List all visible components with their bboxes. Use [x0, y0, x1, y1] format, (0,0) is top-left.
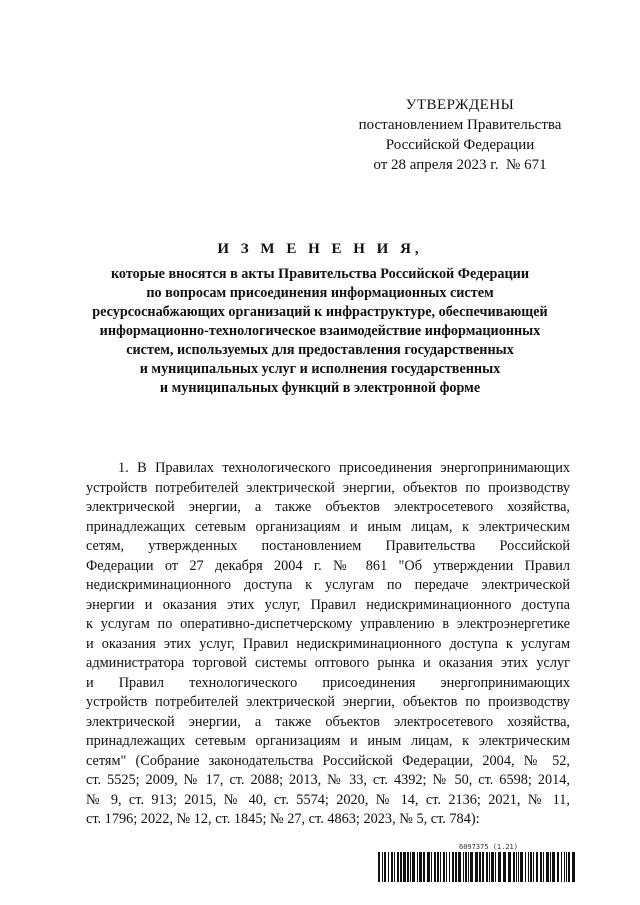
body-line: и оказания этих услуг, Правил недискриминационного доступа к услугам — [86, 635, 570, 652]
body-line: Федерации от 27 декабря 2004 г. № 861 "Об утверждении Правил — [86, 557, 570, 574]
body-line: и Правил технологического присоединения энергопринимающих — [86, 674, 570, 691]
body-line: энергии и оказания этих услуг, Правил недискриминационного доступа — [86, 596, 570, 613]
body-line: электрической энергии, а также объектов электросетевого хозяйства, — [86, 499, 570, 515]
heading-line: информационно-технологическое взаимодействие информационных — [99, 323, 541, 339]
body-line: устройств потребителей электрической энергии, объектов по производству — [86, 694, 570, 710]
approval-line-3: Российской Федерации — [385, 137, 535, 153]
document-barcode-block — [378, 843, 576, 882]
heading-line: систем, используемых для предоставления государственных — [126, 342, 514, 358]
heading-line: ресурсоснабжающих организаций к инфраструктуре, обеспечивающей — [92, 304, 548, 320]
body-line: 1. В Правилах технологического присоединения энергопринимающих — [118, 460, 570, 476]
approval-title: УТВЕРЖДЕНЫ — [405, 97, 515, 113]
body-line: администратора торговой системы оптового рынка и оказания этих услуг — [86, 655, 570, 671]
document-body-paragraph — [86, 459, 570, 830]
heading-line: которые вносятся в акты Правительства Российской Федерации — [110, 266, 530, 282]
body-line: № 9, ст. 913; 2015, № 40, ст. 5574; 2020, № 14, ст. 2136; 2021, № 11, — [86, 791, 570, 808]
approval-line-2: постановлением Правительства — [358, 117, 562, 133]
body-line: ст. 5525; 2009, № 17, ст. 2088; 2013, № 33, ст. 4392; № 50, ст. 6598; 2014, — [86, 772, 570, 788]
body-line: принадлежащих сетевым организациям и иным лицам, к электрическим — [86, 518, 570, 535]
body-line: принадлежащих сетевым организациям и иным лицам, к электрическим — [86, 733, 570, 749]
body-line: электрической энергии, а также объектов электросетевого хозяйства, — [86, 713, 570, 730]
heading-line: по вопросам присоединения информационных систем — [146, 285, 494, 301]
document-heading — [70, 240, 570, 398]
barcode-code-text: 6097375 (1.21) — [458, 843, 518, 851]
body-line: недискриминационного доступа к услугам по передаче электрической — [86, 577, 570, 593]
body-line: сетям" (Собрание законодательства Российской Федерации, 2004, № 52, — [86, 752, 570, 769]
heading-line: и муниципальных функций в электронной форме — [159, 380, 481, 396]
document-title: И З М Е Н Е Н И Я, — [217, 241, 423, 257]
barcode-icon — [378, 852, 576, 882]
body-line: ст. 1796; 2022, № 12, ст. 1845; № 27, ст. 4863; 2023, № 5, ст. 784): — [86, 811, 480, 827]
body-line: сетям, утвержденных постановлением Правительства Российской — [86, 538, 570, 554]
body-line: к услугам по оперативно-диспетчерскому управлению в электроэнергетике — [86, 616, 570, 632]
approval-date-number: от 28 апреля 2023 г. № 671 — [373, 157, 547, 173]
body-line: устройств потребителей электрической энергии, объектов по производству — [86, 479, 570, 496]
approval-block — [340, 95, 580, 175]
heading-line: и муниципальных услуг и исполнения государственных — [139, 361, 501, 377]
